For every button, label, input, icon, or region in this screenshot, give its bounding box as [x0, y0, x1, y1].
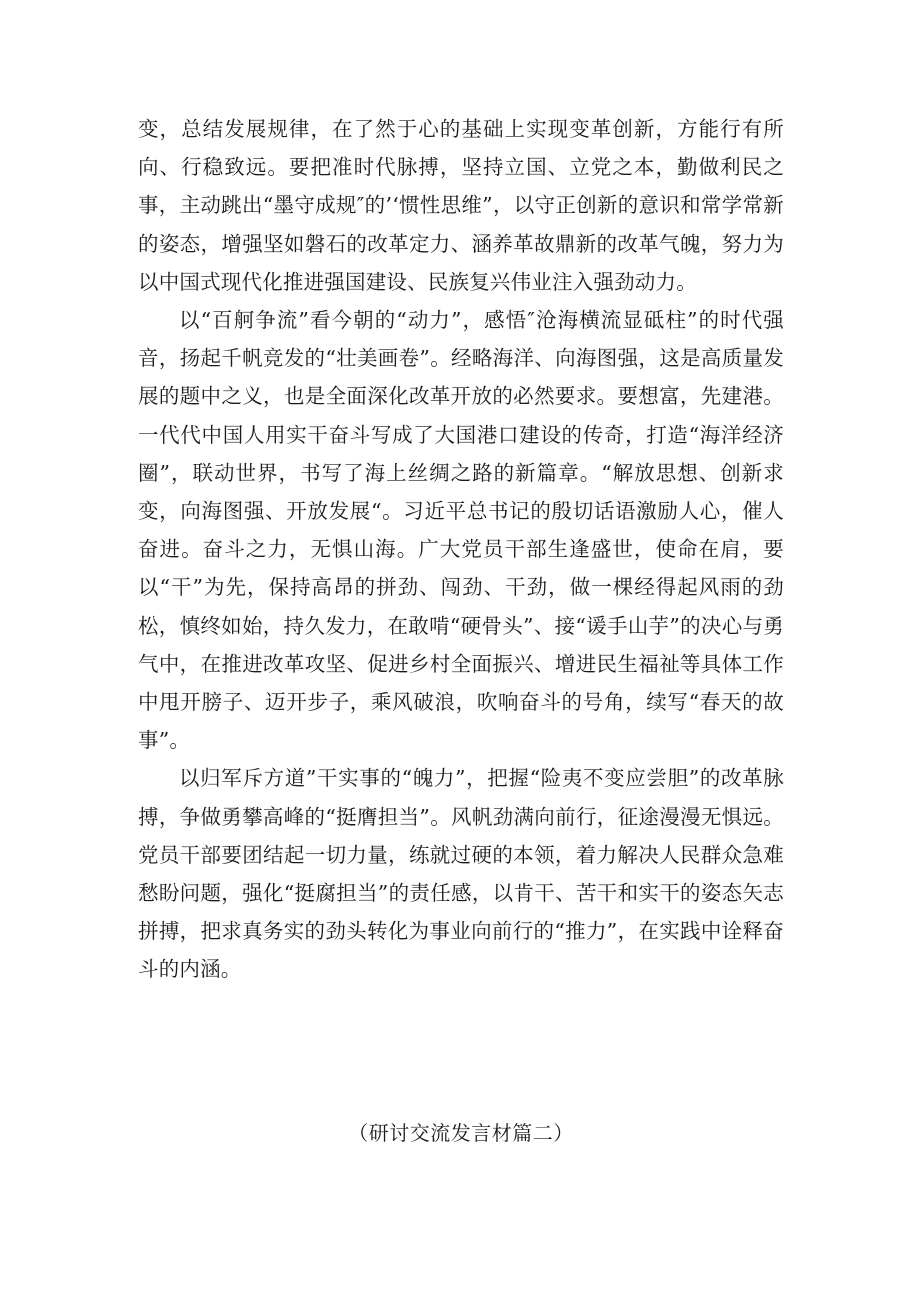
document-body — [138, 110, 784, 989]
paragraph-courage: 以归军斥方道”干实事的“魄力”，把握“险夷不变应尝胆”的改革脉搏，争做勇攀高峰的“挺膺担当”。风帆劲满向前行，征途漫漫无惧远。党员干部要团结起一切力量，练就过硬的本领，着力解决人民群众急难愁盼问题，强化“挺腐担当”的责任感，以肯干、苦干和实干的姿态矢志拼搏，把求真务实的劲头转化为事业向前行的“推力”，在实践中诠释奋斗的内涵。 — [138, 766, 784, 982]
paragraph-continuation: 变，总结发展规律，在了然于心的基础上实现变革创新，方能行有所向、行稳致远。要把准时代脉搏，坚持立国、立党之本，勤做利民之事，主动跳出“墨守成规″的’‘惯性思维”，以守正创新的意识和常学常新的姿态，增强坚如磐石的改革定力、涵养革故鼎新的改革气魄，努力为以中国式现代化推进强国建设、民族复兴伟业注入强劲动力。 — [138, 117, 784, 294]
section-heading: （研讨交流发言材篇二） — [348, 1121, 574, 1145]
paragraph-dynamics: 以“百舸争流”看今朝的“动力”，感悟″沧海横流显砥柱”的时代强音，扬起千帆竞发的“壮美画卷”。经略海洋、向海图强，这是高质量发展的题中之义，也是全面深化改革开放的必然要求。要想富，先建港。一代代中国人用实干奋斗写成了大国港口建设的传奇，打造“海洋经济圈”，联动世界，书写了海上丝绸之路的新篇章。“解放思想、创新求变，向海图强、开放发展“。习近平总书记的殷切话语激励人心，催人奋进。奋斗之力，无惧山海。广大党员干部生逢盛世，使命在肩，要以“干”为先，保持高昂的拼劲、闯劲、干劲，做一棵经得起风雨的劲松，慎终如始，持久发力，在敢啃“硬骨头”、接“谖手山芋”的决心与勇气中，在推进改革攻坚、促进乡村全面振兴、增进民生福祉等具体工作中甩开膀子、迈开步子，乘风破浪，吹响奋斗的号角，续写“春天的故事”。 — [138, 308, 784, 753]
